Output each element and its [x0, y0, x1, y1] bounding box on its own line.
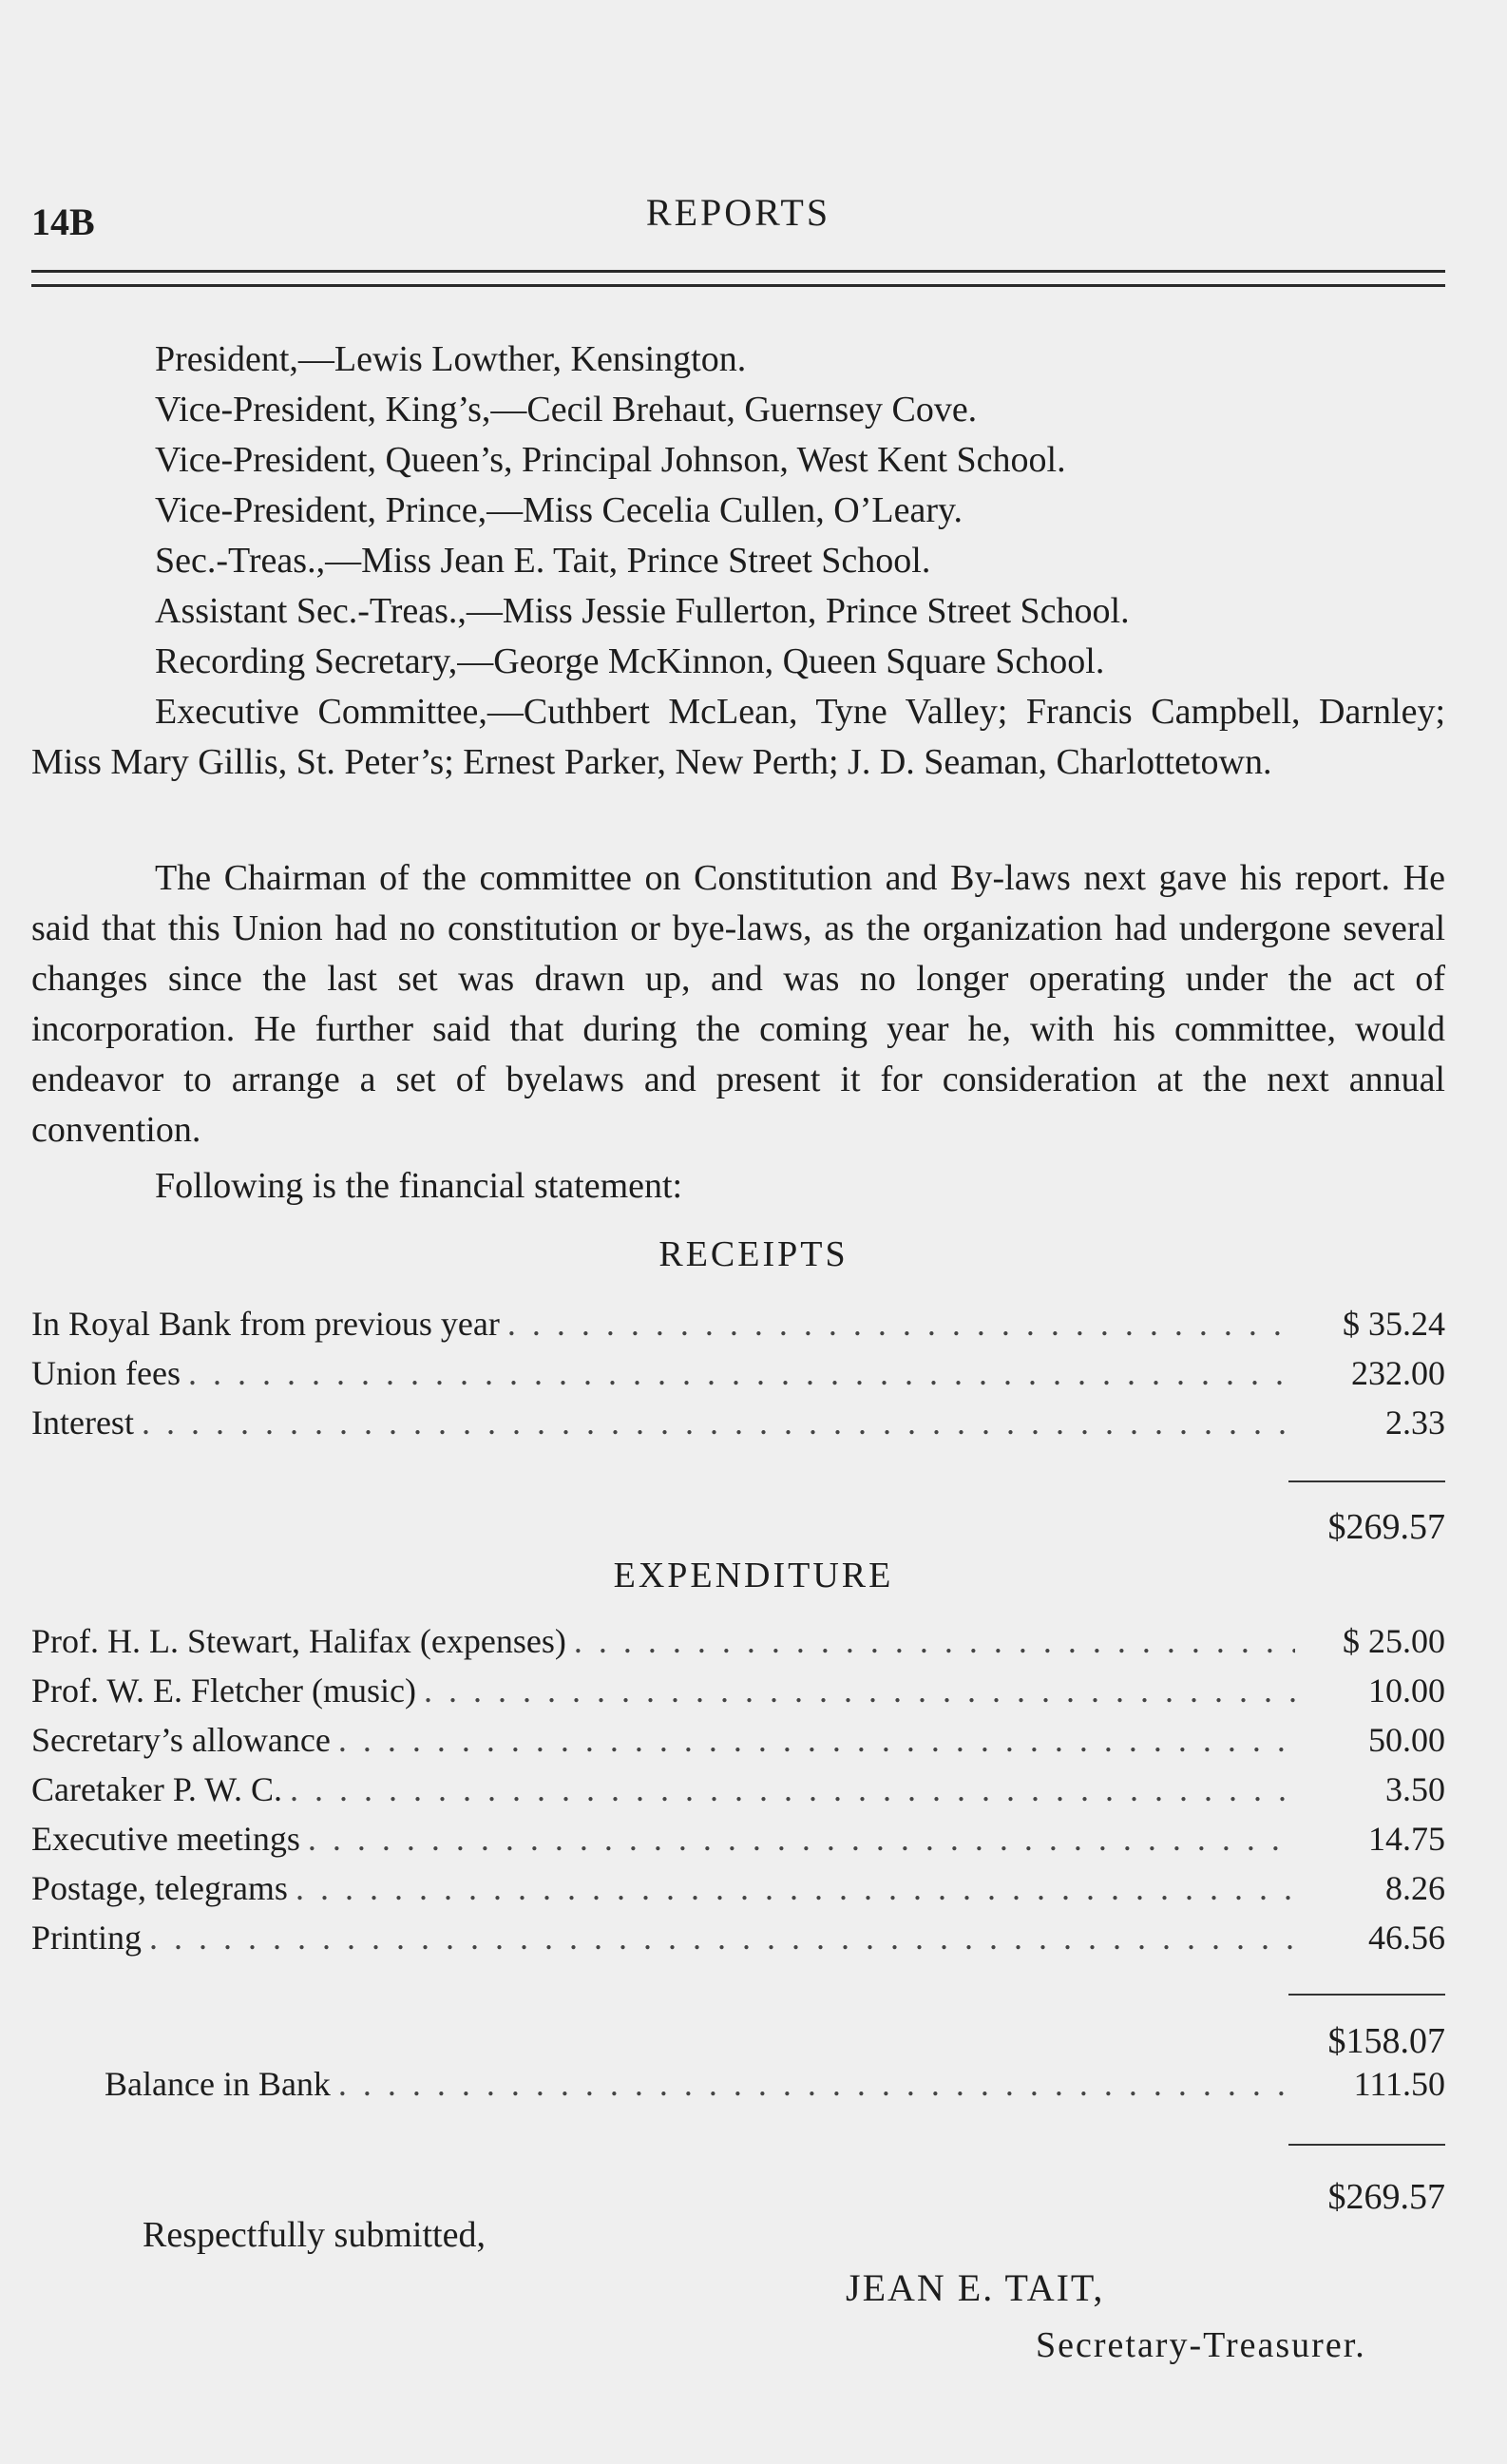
leader-dots — [188, 1353, 1295, 1393]
respectfully-submitted: Respectfully submitted, — [143, 2215, 486, 2255]
officer-line: President,—Lewis Lowther, Kensington. — [155, 339, 747, 379]
ledger-amount: $ 25.00 — [1343, 1622, 1445, 1660]
constitution-paragraph: The Chairman of the committee on Constitution and By-laws next gave his report. He said that this Union had no constitution or bye-laws, as the organization had undergone several changes since the last set was drawn up, and was no longer operating under the act of incorporation. He further said that during the coming year he, with his committee, would endeavor to arrange a set of byelaws and present it for consideration at the next annual convention. — [31, 858, 1445, 1150]
officer-line: Recording Secretary,—George McKinnon, Queen Square School. — [155, 641, 1105, 681]
ledger-row — [31, 1304, 1445, 1353]
page-header — [31, 186, 1445, 243]
grand-total: $269.57 — [1327, 2177, 1445, 2217]
leader-dots — [574, 1621, 1295, 1661]
officer-line: Sec.-Treas.,—Miss Jean E. Tait, Prince Street School. — [155, 541, 931, 581]
ledger-row — [31, 1403, 1445, 1452]
running-head: REPORTS — [645, 191, 831, 234]
expenditure-title: EXPENDITURE — [613, 1556, 894, 1595]
leader-dots — [338, 2064, 1295, 2104]
ledger-label: Union fees — [31, 1354, 181, 1392]
ledger-label: Interest — [31, 1404, 134, 1442]
officer-line: Vice-President, King’s,—Cecil Brehaut, Guernsey Cove. — [155, 390, 978, 430]
leader-dots — [296, 1868, 1295, 1908]
leader-dots — [338, 1720, 1295, 1760]
ledger-row — [31, 1720, 1445, 1769]
ledger-amount: 8.26 — [1385, 1869, 1445, 1907]
expenditure-total-rule — [1288, 1994, 1445, 1996]
ledger-label: Printing — [31, 1919, 143, 1957]
signer-title: Secretary-Treasurer. — [1036, 2325, 1366, 2365]
financial-intro: Following is the financial statement: — [155, 1166, 683, 1206]
ledger-label: Postage, telegrams — [31, 1869, 288, 1907]
ledger-label: Prof. W. E. Fletcher (music) — [31, 1671, 416, 1710]
header-double-rule — [31, 270, 1445, 287]
ledger-label: In Royal Bank from previous year — [31, 1305, 500, 1343]
ledger-label: Caretaker P. W. C. — [31, 1770, 282, 1808]
ledger-row — [31, 1819, 1445, 1868]
ledger-amount: 232.00 — [1351, 1354, 1445, 1392]
ledger-label: Secretary’s allowance — [31, 1721, 331, 1759]
leader-dots — [290, 1769, 1295, 1809]
balance-row — [105, 2064, 1445, 2113]
ledger-row — [31, 1769, 1445, 1819]
receipts-title: RECEIPTS — [658, 1234, 849, 1274]
balance-label: Balance in Bank — [105, 2065, 331, 2103]
ledger-amount: 14.75 — [1368, 1820, 1445, 1858]
receipts-total: $269.57 — [1327, 1507, 1445, 1547]
ledger-label: Executive meetings — [31, 1820, 300, 1858]
signer-name: JEAN E. TAIT, — [846, 2266, 1105, 2309]
officers-list — [31, 334, 1445, 788]
ledger-row — [31, 1671, 1445, 1720]
leader-dots — [142, 1403, 1295, 1442]
page-number: 14B — [31, 201, 95, 243]
leader-dots — [507, 1304, 1295, 1344]
officer-line: Vice-President, Queen’s, Principal Johnson, West Kent School. — [155, 440, 1066, 480]
leader-dots — [149, 1918, 1295, 1958]
officer-line: Vice-President, Prince,—Miss Cecelia Cullen, O’Leary. — [155, 490, 963, 530]
ledger-amount: 50.00 — [1368, 1721, 1445, 1759]
ledger-row — [105, 2064, 1445, 2113]
ledger-amount: 3.50 — [1385, 1770, 1445, 1808]
leader-dots — [424, 1671, 1295, 1710]
ledger-row — [31, 1868, 1445, 1918]
officer-line: Assistant Sec.-Treas.,—Miss Jessie Fullerton, Prince Street School. — [155, 591, 1130, 631]
ledger-amount: 46.56 — [1368, 1919, 1445, 1957]
leader-dots — [308, 1819, 1295, 1859]
grand-total-rule — [1288, 2144, 1445, 2146]
expenditure-total: $158.07 — [1327, 2021, 1445, 2061]
executive-committee: Executive Committee,—Cuthbert McLean, Tyne Valley; Francis Campbell, Darnley; Miss Mary Gillis, St. Peter’s; Ernest Parker, New Perth; J. D. Seaman, Charlottetown. — [31, 692, 1445, 782]
ledger-amount: 2.33 — [1385, 1404, 1445, 1442]
balance-amount: 111.50 — [1353, 2065, 1445, 2103]
ledger-row — [31, 1918, 1445, 1967]
receipts-total-rule — [1288, 1480, 1445, 1482]
ledger-row — [31, 1353, 1445, 1403]
ledger-row — [31, 1621, 1445, 1671]
expenditure-ledger — [31, 1621, 1445, 1967]
receipts-ledger — [31, 1304, 1445, 1452]
ledger-label: Prof. H. L. Stewart, Halifax (expenses) — [31, 1622, 566, 1660]
ledger-amount: 10.00 — [1368, 1671, 1445, 1710]
ledger-amount: $ 35.24 — [1343, 1305, 1445, 1343]
